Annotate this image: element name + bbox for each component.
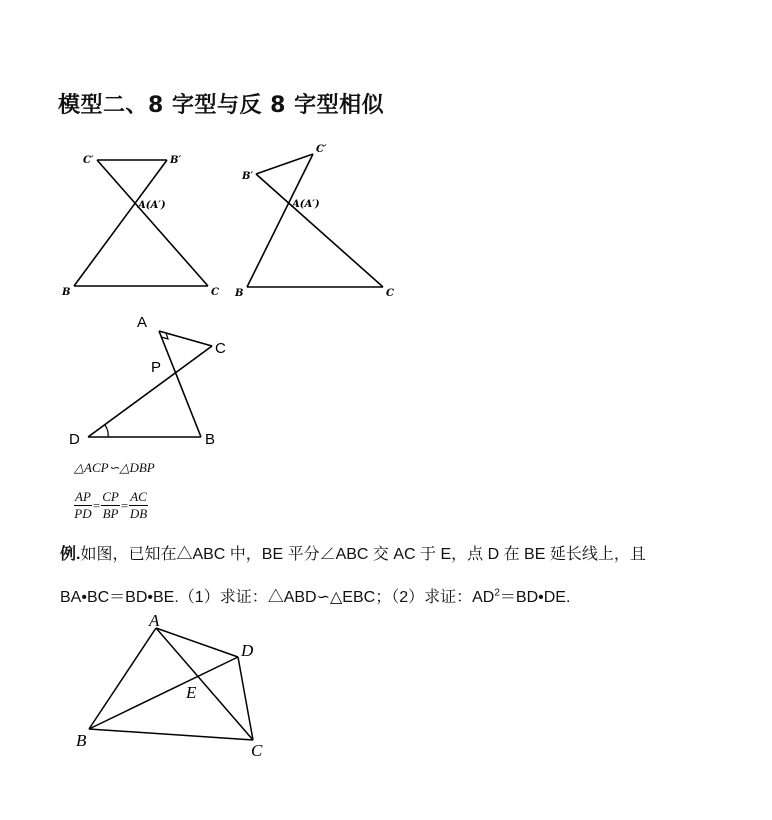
similarity-statement: △ACP∽△DBP (74, 460, 155, 475)
label-e-4: E (186, 683, 197, 702)
label-d-3: D (69, 431, 80, 448)
label-c1: C′ (83, 155, 94, 166)
label-a-3: A (137, 314, 148, 331)
ratio-1: $\frac{AP}{PD}$ (74, 489, 92, 521)
label-c1-2: C′ (316, 144, 327, 155)
segment-ab-4 (89, 628, 156, 729)
segment-ab (159, 331, 201, 437)
label-c-2: C (386, 288, 394, 299)
label-b1: B′ (170, 155, 182, 166)
label-c: C (211, 287, 219, 298)
label-c-4: C (251, 741, 263, 760)
example-line-2: BA•BC＝BD•BE.（1）求证：△ABD∽△EBC；（2）求证：$AD^2=BD•DE$. (60, 587, 571, 606)
segment-bd-4 (89, 657, 238, 729)
example-prefix: 例. (60, 546, 81, 563)
label-p-3: P (151, 359, 162, 376)
segment-bc-4 (89, 729, 253, 740)
label-b: B (62, 287, 71, 298)
label-a: A(A′) (138, 200, 166, 211)
segment-cd (88, 346, 212, 437)
ratio-2: $\frac{CP}{BP}$ (102, 489, 119, 521)
ratio-3: $\frac{AC}{DB}$ (129, 489, 148, 521)
label-c-3: C (215, 340, 226, 357)
label-b-3: B (205, 431, 216, 448)
example-line-1: 例.如图，已知在△ABC 中，BE 平分∠ABC 交 AC 于 E，点 D 在 BE 延长线上，且 (60, 546, 646, 563)
label-b1-2: B′ (242, 171, 254, 182)
label-a-2: A(A′) (292, 199, 320, 210)
label-d-4: D (241, 641, 254, 660)
label-a-4: A (149, 611, 160, 630)
section-title: 模型二、8 字型与反 8 字型相似 (58, 93, 385, 118)
angle-mark-d (105, 425, 108, 437)
label-b-4: B (76, 731, 87, 750)
segment-dc-4 (238, 657, 253, 740)
label-b-2: B (235, 288, 244, 299)
ratio-equation: $\frac{AP}{PD}$ = $\frac{CP}{BP}$ = $\frac{AC}{DB}$ (74, 489, 148, 521)
